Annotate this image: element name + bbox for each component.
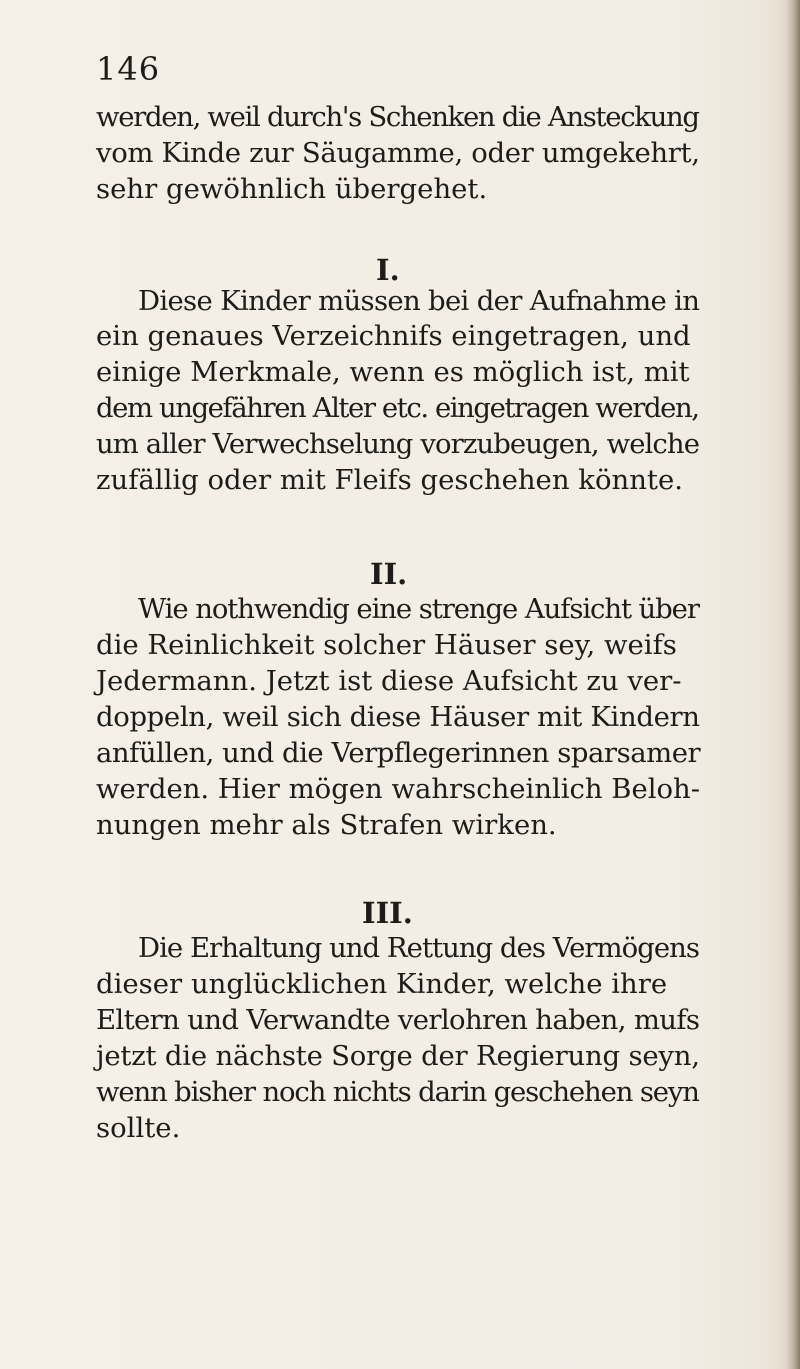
section-line: werden. Hier mögen wahrscheinlich Beloh- [96,773,700,805]
section-line: die Reinlichkeit solcher Häuser sey, weifs [96,629,677,661]
section-line: sollte. [96,1112,181,1144]
section-line: zufällig oder mit Fleifs geschehen könnte. [96,464,683,496]
section-numeral: I. [376,253,400,287]
section-line: doppeln, weil sich diese Häuser mit Kindern [96,701,700,733]
section-line: dieser unglücklichen Kinder, welche ihre [96,968,668,1000]
section-line: dem ungefähren Alter etc. eingetragen werden, [96,392,699,424]
page-edge-shadow [786,0,800,1369]
section-line: nungen mehr als Strafen wirken. [96,809,557,841]
section-line: wenn bisher noch nichts darin geschehen seyn [96,1076,699,1108]
section-line: Wie nothwendig eine strenge Aufsicht über [138,593,699,625]
section-line: einige Merkmale, wenn es möglich ist, mit [96,356,690,388]
section-line: Jedermann. Jetzt ist diese Aufsicht zu ver- [96,665,682,697]
intro-line: sehr gewöhnlich übergehet. [96,173,488,205]
intro-line: werden, weil durch's Schenken die Ansteckung [96,101,699,133]
section-line: anfüllen, und die Verpflegerinnen sparsamer [96,737,701,769]
intro-line: vom Kinde zur Säugamme, oder umgekehrt, [96,137,700,169]
page-number: 146 [96,50,161,88]
section-line: Eltern und Verwandte verlohren haben, mufs [96,1004,700,1036]
section-line: jetzt die nächste Sorge der Regierung seyn, [96,1040,700,1072]
section-numeral: II. [370,557,408,591]
section-line: um aller Verwechselung vorzubeugen, welche [96,428,700,460]
section-line: ein genaues Verzeichnifs eingetragen, und [96,320,691,352]
section-numeral: III. [362,896,413,930]
section-line: Die Erhaltung und Rettung des Vermögens [138,932,700,964]
section-line: Diese Kinder müssen bei der Aufnahme in [138,285,700,317]
